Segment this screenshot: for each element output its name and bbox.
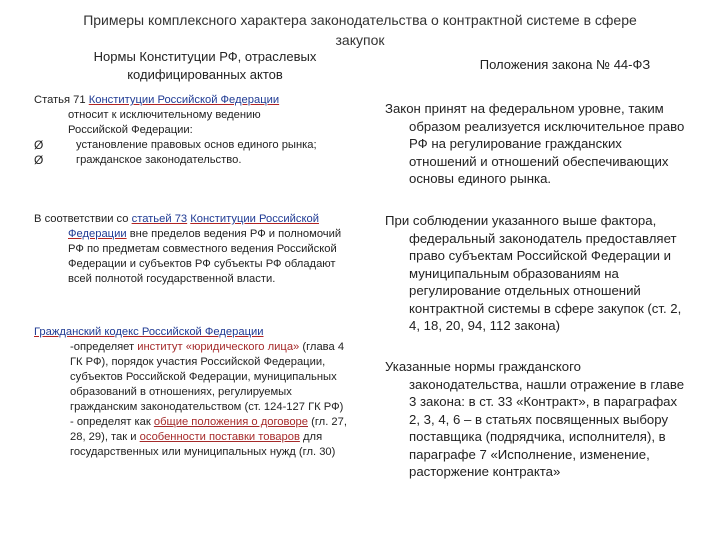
law-44-fz-item-3 [385,358,690,481]
law-44-fz-text: При соблюдении указанного выше фактора, федеральный законодатель предоставляет право субъектам Российской Федерации и муниципальным образованиям на регулирование отдельных отношений контрактной системы в сфере закупок (ст. 2, 4, 18, 20, 94, 112 закона) [385,213,682,333]
article-71-line: Российской Федерации: [68,124,193,136]
article-71-prefix: Статья 71 [34,94,89,106]
contract-general-rest: для государственных или муниципальных нужд (гл. 30) [70,431,336,458]
constitution-article-71-block [34,93,354,168]
law-44-fz-item-1 [385,100,690,188]
civil-code-def-text: (глава 4 ГК РФ), порядок участия Российской Федерации, субъектов Российской Федерации, муниципальных образований в отношениях, регулируемых гражданским законодательством (ст. 124-127 ГК РФ) [70,341,345,413]
law-44-fz-item-2 [385,212,690,335]
civil-code-link[interactable]: Гражданский кодекс Российской Федерации [34,326,264,338]
civil-code-block [34,325,354,460]
right-column-header: Положения закона № 44-ФЗ [479,57,651,72]
legal-entity-highlight: институт «юридического лица» [137,341,300,353]
list-item [34,153,354,168]
arrow-bullet-icon: Ø [34,153,44,167]
left-column-header: Нормы Конституции РФ, отраслевых кодифицированных актов [93,49,317,82]
list-item [34,138,354,153]
constitution-link[interactable]: Конституции Российской Федерации [88,94,280,106]
law-44-fz-text: Указанные нормы гражданского законодательства, нашли отражение в главе 3 закона: в ст. 33 «Контракт», в параграфах 2, 3, 4, 6 – в статьях посвященных выбору поставщика (подрядчика, исполнителя), в параграфе 7 «Исполнение, изменение, расторжение контракта» [385,359,685,479]
list-item-text: гражданское законодательство. [76,154,242,166]
list-item-text: установление правовых основ единого рынка; [76,139,317,151]
article-71-line: относит к исключительному ведению [68,109,261,121]
constitution-article-73-block [34,212,354,287]
article-73-link[interactable]: статьей 73 [131,213,188,225]
article-73-prefix: В соответствии со [34,213,132,225]
slide-title: Примеры комплексного характера законодательства о контрактной системе в сфере закупок [83,12,637,48]
supply-features-highlight: особенности поставки товаров [139,431,300,443]
contract-general-mid: (гл. 27, 28, 29), так и [70,416,347,443]
contract-general-highlight: общие положения о договоре [153,416,308,428]
contract-general-prefix: - определят как [70,416,154,428]
civil-code-def-prefix: -определяет [70,341,138,353]
constitution-link[interactable]: Конституции Российской Федерации [68,213,319,240]
arrow-bullet-icon: Ø [34,138,44,152]
article-73-text: вне пределов ведения РФ и полномочий РФ по предметам совместного ведения Российской Федерации и субъектов РФ субъекты РФ обладают всей полнотой государственной власти. [68,228,342,285]
law-44-fz-text: Закон принят на федеральном уровне, таким образом реализуется исключительное право РФ на регулирование гражданских отношений и отношений обеспечивающих основы единого рынка. [385,101,685,186]
